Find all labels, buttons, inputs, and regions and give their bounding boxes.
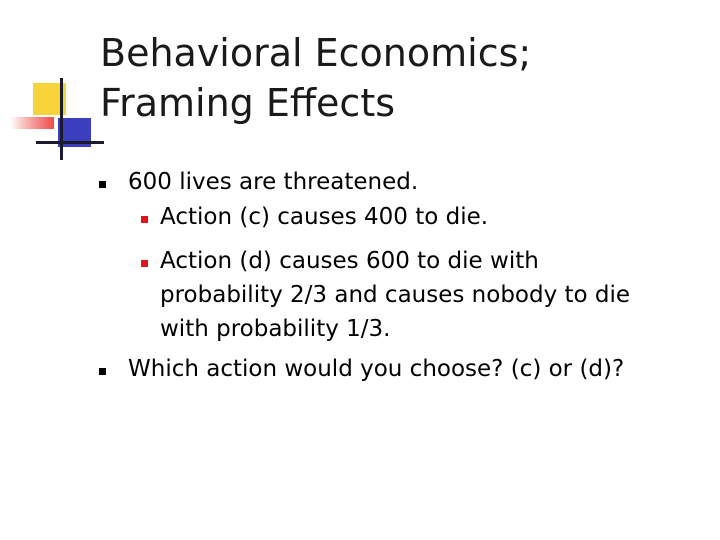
- square-bullet-icon: [99, 181, 106, 188]
- title-line-1: Behavioral Economics;: [100, 31, 532, 75]
- bullet-text: 600 lives are threatened.: [128, 169, 419, 195]
- square-bullet-icon: [99, 368, 106, 375]
- sub-bullet-text: Action (c) causes 400 to die.: [160, 204, 489, 230]
- title-line-2: Framing Effects: [100, 81, 396, 125]
- sub-bullet-text-line: Action (d) causes 600 to die with: [160, 248, 539, 274]
- bullet-text: Which action would you choose? (c) or (d)?: [128, 356, 625, 382]
- square-bullet-icon: [141, 216, 148, 223]
- square-bullet-icon: [141, 260, 148, 267]
- sub-bullet-text-line: probability 2/3 and causes nobody to die: [160, 282, 631, 308]
- sub-bullet-text-line: with probability 1/3.: [160, 316, 391, 342]
